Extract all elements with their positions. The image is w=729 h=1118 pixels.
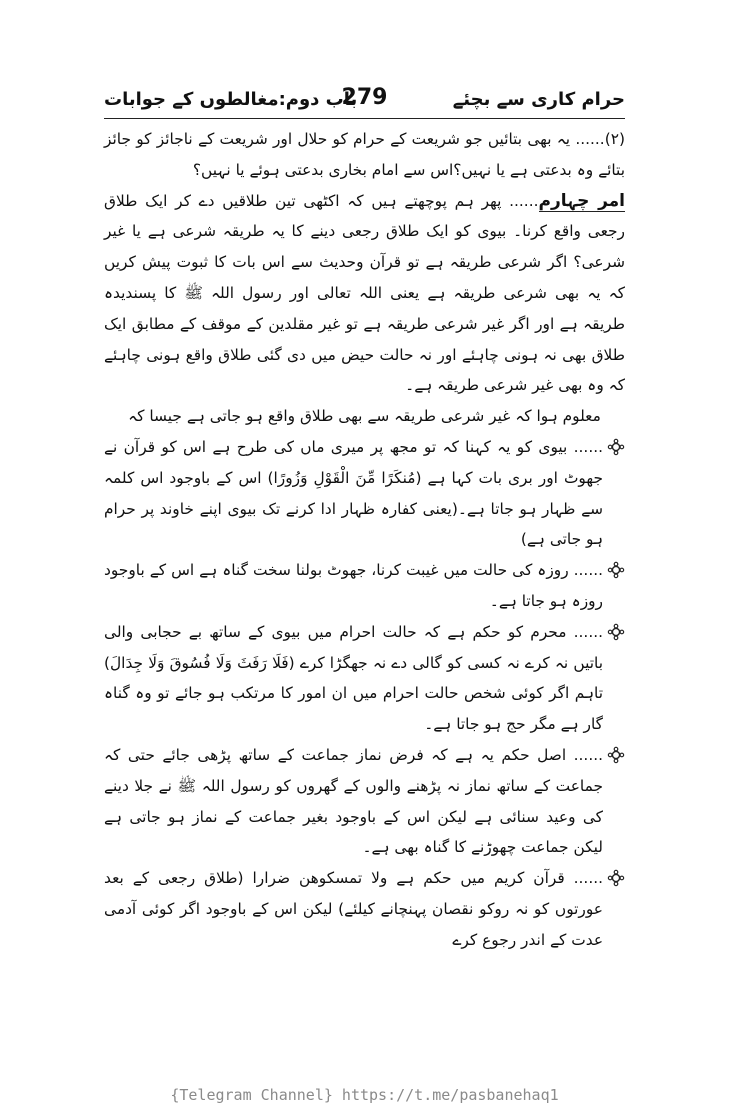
paragraph-text: ...... پھر ہم پوچھتے ہیں کہ اکٹھی تین طلاقیں دے کر ایک طلاق رجعی واقع کرنا۔ بیوی کو ایک طلاق رجعی دینے کا یہ طریقہ شرعی ہے یا غیر شرعی؟ اگر شرعی طریقہ ہے تو قرآن وحدیث سے اس بات کا ثبوت پیش کریں کہ یہ بھی شرعی طریقہ ہے یعنی اللہ تعالی اور رسول اللہ ﷺ کا پسندیدہ طریقہ ہے اور اگر غیر شرعی طریقہ ہے تو غیر مقلدین کے موقف کے مطابق ایک طلاق بھی نہ ہونی چاہئے اور نہ حالت حیض میں دی گئی طلاق واقع ہونی چاہئے کہ وہ بھی غیر شرعی طریقہ ہے۔ [104,191,625,395]
header-rule [104,118,625,119]
paragraph-conclusion: معلوم ہوا کہ غیر شرعی طریقہ سے بھی طلاق واقع ہو جاتی ہے جیسا کہ [128,407,601,426]
list-item-text: ...... قرآن کریم میں حکم ہے ولا تمسکوھن ضرارا (طلاق رجعی کے بعد عورتوں کو نہ روکو نقصان پہنچانے کیلئے) لیکن اس کے باوجود اگر کوئی آدمی عدت کے اندر رجوع کرے [104,869,603,949]
list-item-text: ...... اصل حکم یہ ہے کہ فرض نماز جماعت کے ساتھ پڑھی جائے حتی کہ جماعت کے ساتھ نماز نہ پڑھنے والوں کے گھروں کو رسول اللہ ﷺ نے جلا دینے کی وعید سنائی ہے لیکن اس کے باوجود بغیر جماعت کے نماز ہو جاتی ہے لیکن جماعت چھوڑنے کا گناہ بھی ہے۔ [104,745,603,857]
book-title: حرام کاری سے بچئے [452,89,625,110]
page-body [104,124,625,1032]
flower-bullet-icon [607,561,625,579]
list-item-text: ...... روزہ کی حالت میں غیبت کرنا، جھوٹ بولنا سخت گناہ ہے اس کے باوجود روزہ ہو جاتا ہے۔ [104,561,603,610]
running-header [104,83,625,117]
list-item [104,617,625,740]
paragraph-amr-chaharum [104,186,625,402]
list-item-text: ...... بیوی کو یہ کہنا کہ تو مجھ پر میری ماں کی طرح ہے اس کو قرآن نے جھوٹ اور بری بات کہا ہے (مُنكَرًا مِّنَ الْقَوْلِ وَزُورًا) اس کے باوجود اس کلمہ سے ظہار ہو جاتا ہے۔(یعنی کفارہ ظہار ادا کرنے تک بیوی اپنے خاوند پر حرام ہو جاتی ہے) [104,437,603,549]
flower-bullet-icon [607,746,625,764]
paragraph-question-2: (۲)...... یہ بھی بتائیں جو شریعت کے حرام کو حلال اور شریعت کے ناجائز کو جائز بتائے وہ بدعتی ہے یا نہیں؟اس سے امام بخاری بدعتی ہوئے یا نہیں؟ [104,130,625,179]
list-item [104,863,625,955]
list-item [104,555,625,617]
page-number: 279 [341,85,388,110]
flower-bullet-icon [607,438,625,456]
section-lead: امر چہارم [538,190,625,211]
list-item [104,740,625,863]
watermark: {Telegram Channel} https://t.me/pasbanehaq1 [170,1086,559,1104]
chapter-title: باب دوم:مغالطوں کے جوابات [104,89,358,110]
flower-bullet-icon [607,623,625,641]
flower-bullet-icon [607,869,625,887]
list-item [104,432,625,555]
list-item-text: ...... محرم کو حکم ہے کہ حالت احرام میں بیوی کے ساتھ بے حجابی والی باتیں نہ کرے نہ کسی کو گالی دے نہ جھگڑا کرے (فَلَا رَفَثَ وَلَا فُسُوقَ وَلَا جِدَالَ) تاہم اگر کوئی شخص حالت احرام میں ان امور کا مرتکب ہو جائے تو وہ گناہ گار ہے مگر حج ہو جاتا ہے۔ [104,622,603,734]
